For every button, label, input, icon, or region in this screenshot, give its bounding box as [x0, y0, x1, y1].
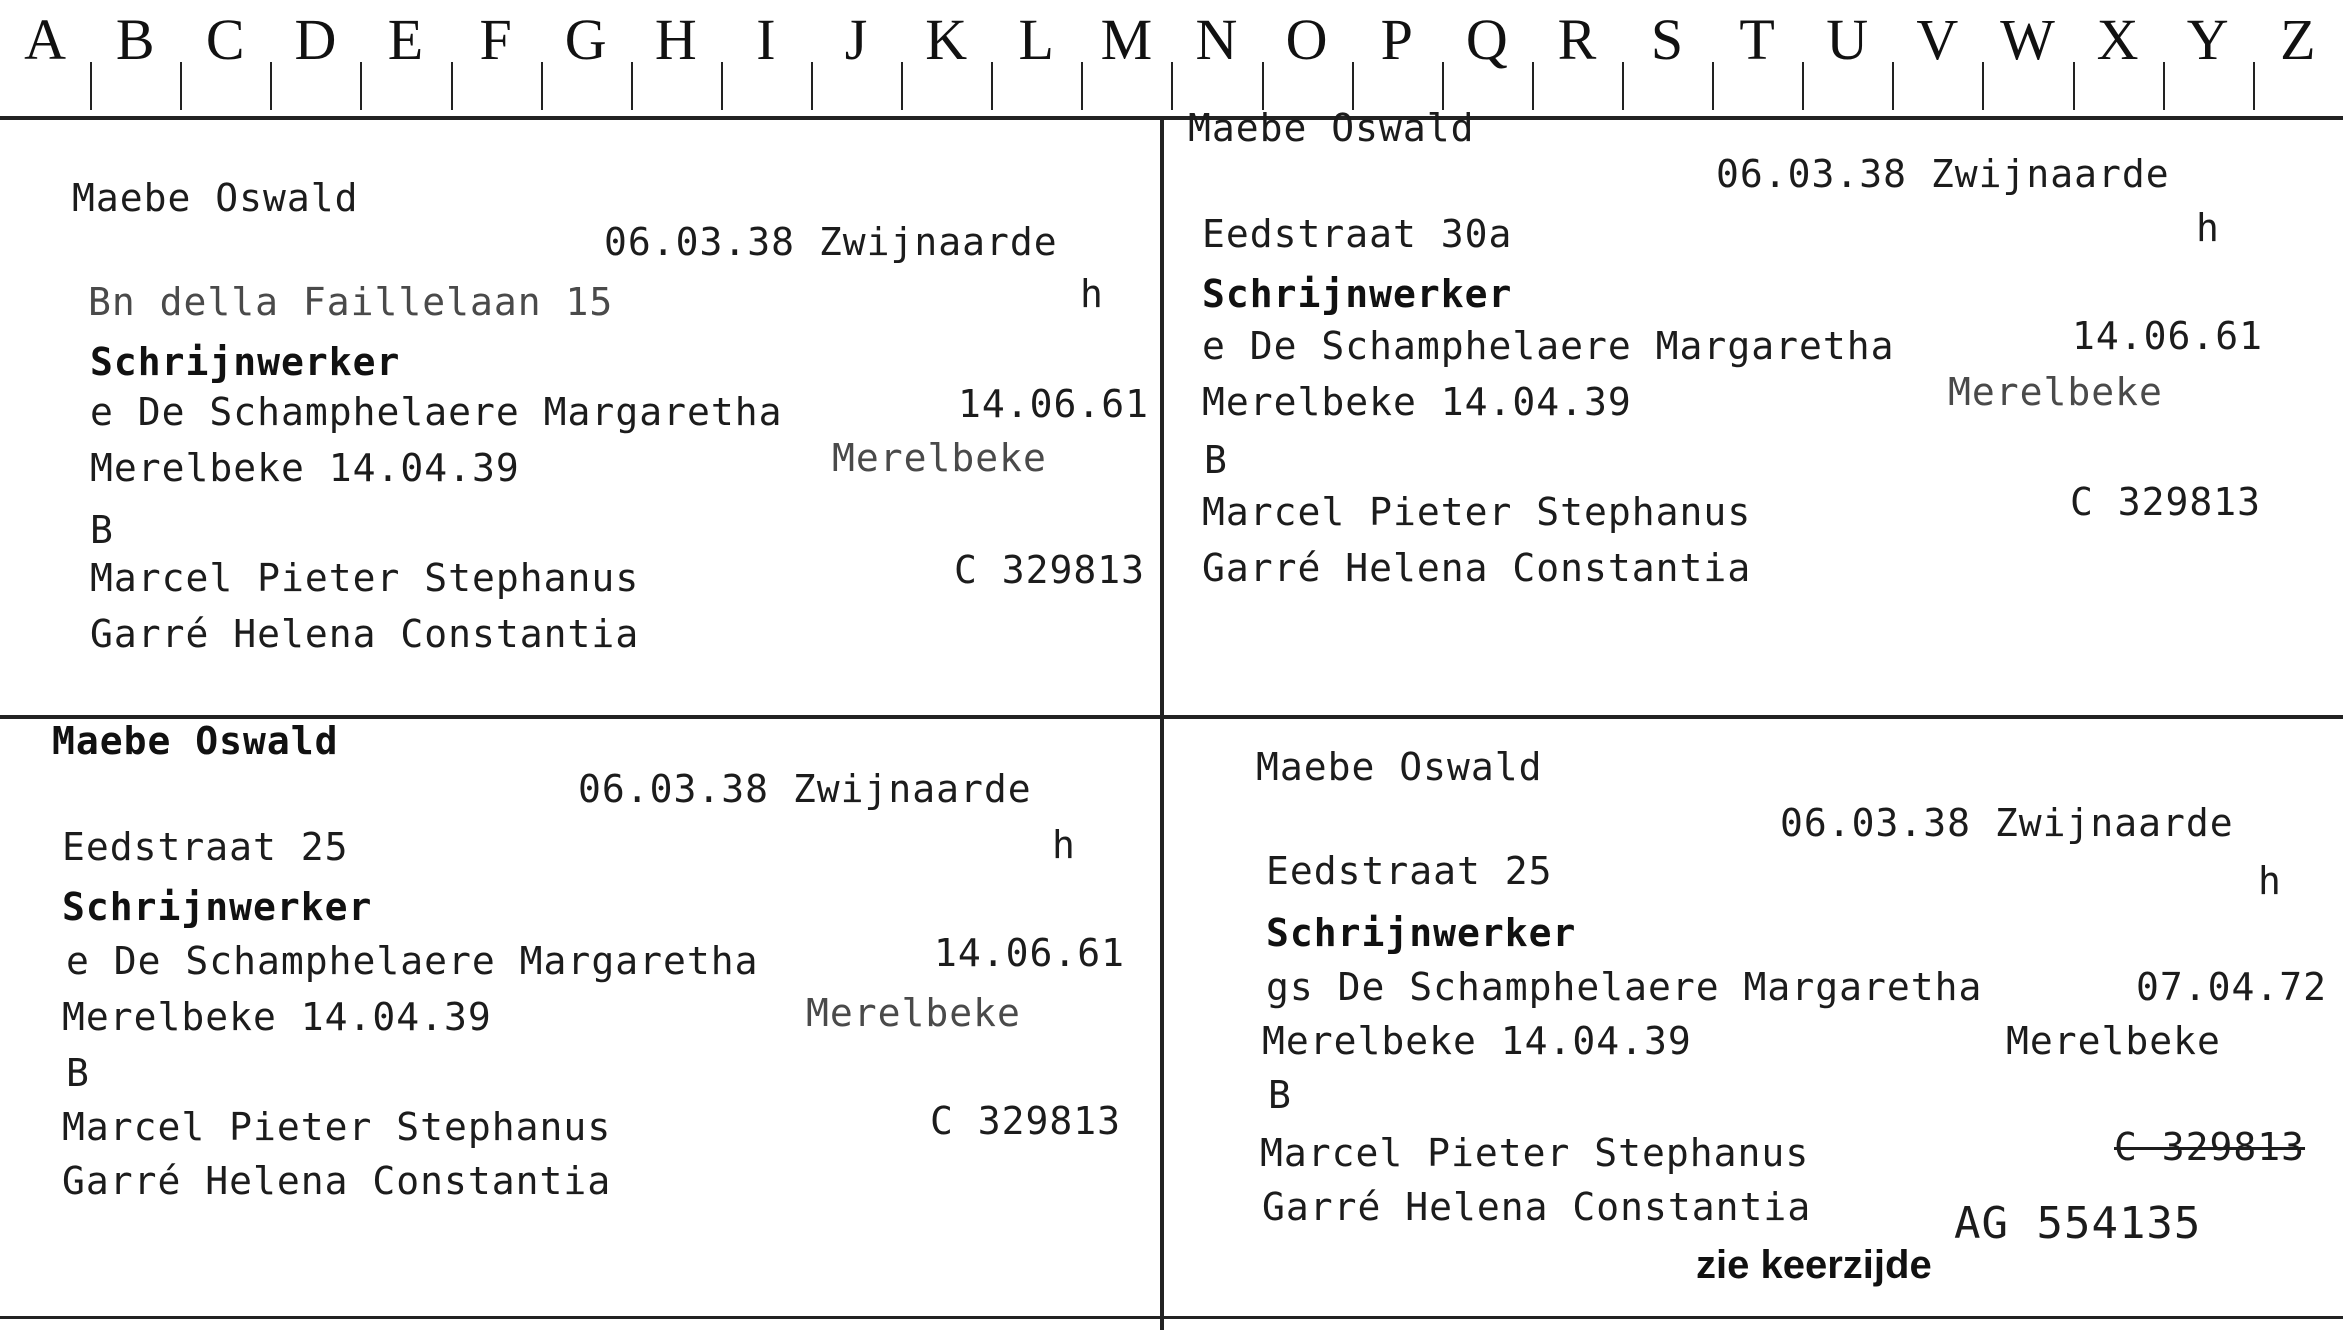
- card-spouse-birth: Merelbeke 14.04.39: [62, 995, 492, 1039]
- card-mother: Garré Helena Constantia: [1262, 1185, 1812, 1229]
- letter-z: Z: [2253, 0, 2343, 118]
- card-spouse-birth: Merelbeke 14.04.39: [1262, 1019, 1692, 1063]
- letter-n: N: [1171, 0, 1261, 118]
- card-ref: C 329813: [930, 1099, 1122, 1143]
- card-note-stamp: zie keerzijde: [1696, 1243, 1932, 1287]
- card-father: Marcel Pieter Stephanus: [90, 556, 640, 600]
- card-father: Marcel Pieter Stephanus: [62, 1105, 612, 1149]
- record-card-1: [0, 120, 1160, 715]
- card-address: Eedstraat 30a: [1202, 212, 1513, 256]
- letter-w: W: [1982, 0, 2072, 118]
- card-spouse-birth: Merelbeke 14.04.39: [90, 446, 520, 490]
- card-date: 07.04.72: [2136, 965, 2328, 1009]
- card-birth: 06.03.38 Zwijnaarde: [1716, 152, 2170, 196]
- card-date: 14.06.61: [958, 382, 1150, 426]
- letter-u: U: [1802, 0, 1892, 118]
- card-nationality: B: [90, 508, 114, 552]
- bottom-divider: [0, 1316, 2343, 1319]
- card-place: Merelbeke: [806, 991, 1021, 1035]
- card-spouse: e De Schamphelaere Margaretha: [66, 939, 759, 983]
- letter-l: L: [991, 0, 1081, 118]
- card-occupation: Schrijnwerker: [62, 885, 373, 929]
- card-father: Marcel Pieter Stephanus: [1260, 1131, 1810, 1175]
- card-address: Eedstraat 25: [1266, 849, 1553, 893]
- letter-m: M: [1081, 0, 1171, 118]
- card-spouse-birth: Merelbeke 14.04.39: [1202, 380, 1632, 424]
- card-sex: h: [2196, 206, 2220, 250]
- card-birth: 06.03.38 Zwijnaarde: [1780, 801, 2234, 845]
- letter-a: A: [24, 7, 66, 72]
- letter-g: G: [541, 0, 631, 118]
- card-occupation: Schrijnwerker: [90, 340, 401, 384]
- card-name: Maebe Oswald: [72, 176, 359, 220]
- card-mother: Garré Helena Constantia: [1202, 546, 1752, 590]
- card-place: Merelbeke: [2006, 1019, 2221, 1063]
- card-sex: h: [1080, 272, 1104, 316]
- card-father: Marcel Pieter Stephanus: [1202, 490, 1752, 534]
- letter-p: P: [1352, 0, 1442, 118]
- record-card-4: [1164, 719, 2343, 1316]
- letter-y: Y: [2163, 0, 2253, 118]
- card-occupation: Schrijnwerker: [1202, 272, 1513, 316]
- card-sex: h: [1052, 823, 1076, 867]
- letter-f: F: [451, 0, 541, 118]
- card-name: Maebe Oswald: [1256, 745, 1543, 789]
- card-new-ref: AG 554135: [1954, 1198, 2202, 1249]
- letter-o: O: [1262, 0, 1352, 118]
- letter-x: X: [2073, 0, 2163, 118]
- card-name: Maebe Oswald: [1188, 106, 1475, 150]
- card-date: 14.06.61: [934, 931, 1126, 975]
- card-occupation: Schrijnwerker: [1266, 911, 1577, 955]
- record-card-2: [1164, 106, 2343, 715]
- card-date: 14.06.61: [2072, 314, 2264, 358]
- letter-i: I: [721, 0, 811, 118]
- card-ref: C 329813: [954, 548, 1146, 592]
- card-address: Bn della Faillelaan 15: [88, 280, 614, 324]
- letter-c: C: [180, 0, 270, 118]
- letter-s: S: [1622, 0, 1712, 118]
- card-place: Merelbeke: [1948, 370, 2163, 414]
- card-nationality: B: [66, 1051, 90, 1095]
- letter-v: V: [1892, 0, 1982, 118]
- record-card-3: [0, 719, 1160, 1316]
- card-birth: 06.03.38 Zwijnaarde: [578, 767, 1032, 811]
- card-mother: Garré Helena Constantia: [90, 612, 640, 656]
- alphabet-index: [0, 0, 2343, 118]
- card-sex: h: [2258, 859, 2282, 903]
- card-address: Eedstraat 25: [62, 825, 349, 869]
- letter-r: R: [1532, 0, 1622, 118]
- card-birth: 06.03.38 Zwijnaarde: [604, 220, 1058, 264]
- letter-k: K: [901, 0, 991, 118]
- card-ref: C 329813: [2070, 480, 2262, 524]
- letter-q: Q: [1442, 0, 1532, 118]
- letter-d: D: [270, 0, 360, 118]
- card-spouse: gs De Schamphelaere Margaretha: [1266, 965, 1983, 1009]
- card-nationality: B: [1204, 438, 1228, 482]
- letter-h: H: [631, 0, 721, 118]
- card-mother: Garré Helena Constantia: [62, 1159, 612, 1203]
- letter-t: T: [1712, 0, 1802, 118]
- card-ref-struck: C 329813: [2114, 1125, 2306, 1169]
- letter-e: E: [360, 0, 450, 118]
- letter-j: J: [811, 0, 901, 118]
- card-place: Merelbeke: [832, 436, 1047, 480]
- card-nationality: B: [1268, 1073, 1292, 1117]
- letter-b: B: [90, 0, 180, 118]
- card-spouse: e De Schamphelaere Margaretha: [1202, 324, 1895, 368]
- card-spouse: e De Schamphelaere Margaretha: [90, 390, 783, 434]
- card-name: Maebe Oswald: [52, 719, 339, 763]
